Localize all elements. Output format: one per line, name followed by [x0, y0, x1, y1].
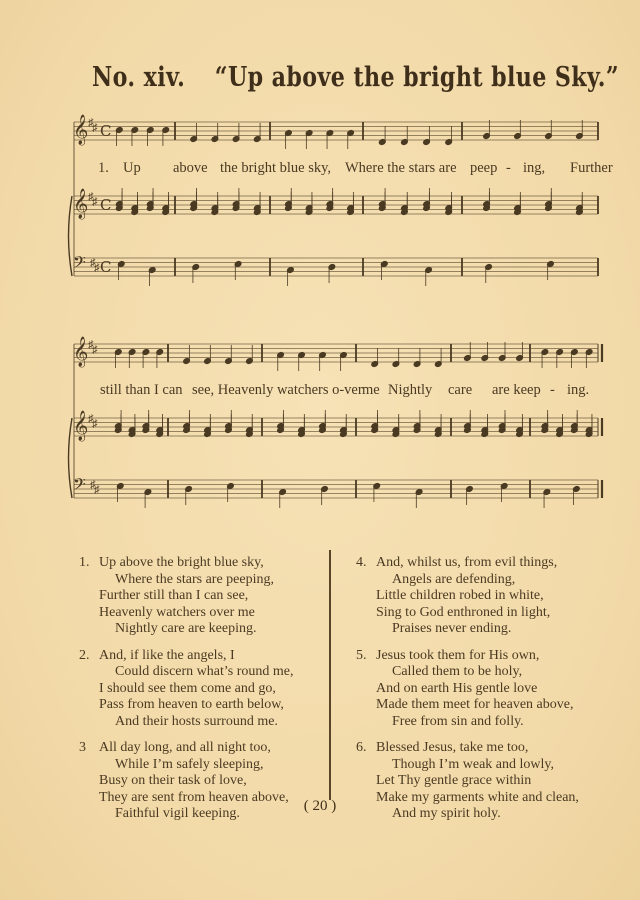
verse-text: Up above the bright blue sky, [99, 555, 264, 570]
verse-text: Free from sin and folly. [392, 713, 524, 729]
hymn-title-text: “Up above the bright blue Sky.” [214, 62, 620, 93]
verse-line [356, 605, 579, 622]
verse-number: 5. [356, 647, 367, 663]
verses-section [0, 555, 640, 821]
verse-text: Further still than I can see, [99, 588, 249, 603]
verse-text: Nightly care are keeping. [115, 621, 257, 636]
verse-text: Angels are defending, [392, 571, 516, 587]
lyric-syllable: Up [123, 160, 141, 176]
verses-left-column [79, 555, 293, 833]
verse-text: Blessed Jesus, take me too, [376, 740, 529, 755]
svg-text:♯: ♯ [88, 191, 94, 203]
verse-text: Made them meet for heaven above, [376, 697, 574, 712]
verse-text: Let Thy gentle grace within [376, 773, 532, 788]
verse-line [356, 664, 579, 681]
lyric-syllable: Nightly [388, 382, 433, 398]
lyric-syllable: me [362, 382, 380, 398]
verse-line [79, 621, 293, 638]
verse-text: I should see them come and go, [99, 680, 276, 696]
svg-text:𝄢: 𝄢 [73, 474, 86, 498]
verse-text: Where the stars are peeping, [115, 571, 274, 587]
svg-text:♯: ♯ [88, 339, 94, 351]
verse-text: Praises never ending. [392, 621, 512, 636]
verse-text: Faithful vigil keeping. [115, 806, 240, 821]
verse-text: And their hosts surround me. [115, 713, 278, 729]
verse-line [79, 555, 293, 572]
verse-text: And my spirit holy. [392, 806, 501, 821]
verse-text: While I’m safely sleeping, [115, 756, 264, 772]
verse-number: 2. [79, 647, 90, 663]
lyric-syllable: above [173, 160, 208, 176]
verse-line [356, 757, 579, 774]
verse-text: Heavenly watchers over me [99, 604, 255, 620]
lyric-syllable: still than I can [100, 382, 183, 398]
verse-text: Jesus took them for His own, [376, 647, 540, 663]
verse-line [356, 714, 579, 731]
verse-number: 4. [356, 555, 367, 570]
verse-stanza [79, 648, 293, 731]
verse-line [79, 697, 293, 714]
verse-text: Could discern what’s round me, [115, 664, 294, 679]
lyric-syllable: ing, [523, 160, 546, 176]
lyric-syllable: see, Heavenly watchers o-ver [192, 382, 363, 398]
verse-line [356, 806, 579, 823]
verses-right-column [356, 555, 579, 833]
verse-stanza [356, 740, 579, 823]
verse-text: Sing to God enthroned in light, [376, 604, 551, 620]
verse-text: Though I’m weak and lowly, [392, 756, 554, 772]
svg-text:𝄞: 𝄞 [73, 337, 89, 367]
verse-text: All day long, and all night too, [99, 740, 271, 755]
verse-text: And, if like the angels, I [99, 647, 235, 663]
verse-line [356, 740, 579, 757]
lyrics-line-2 [70, 382, 610, 402]
verse-line [79, 664, 293, 681]
verse-line [356, 588, 579, 605]
verse-text: Pass from heaven to earth below, [99, 697, 284, 712]
verse-line [79, 588, 293, 605]
verse-number: 1. [79, 555, 90, 570]
lyric-syllable: - [506, 160, 511, 176]
verse-line [356, 790, 579, 807]
lyric-syllable: the bright blue sky, [220, 160, 332, 176]
svg-text:C: C [100, 122, 112, 140]
verse-number: 6. [356, 740, 367, 755]
verse-line [79, 790, 293, 807]
svg-text:𝄞: 𝄞 [73, 411, 89, 441]
svg-text:♯: ♯ [92, 196, 98, 208]
verse-text: Make my garments white and clean, [376, 789, 579, 805]
svg-text:C: C [100, 196, 112, 214]
lyric-syllable: care [448, 382, 473, 398]
verse-text: Little children robed in white, [376, 588, 544, 603]
music-system-1 [70, 115, 613, 318]
verse-stanza [79, 555, 293, 638]
lyric-syllable: are keep [492, 382, 541, 398]
lyric-syllable: Further [570, 160, 613, 176]
verse-text: And, whilst us, from evil things, [376, 555, 558, 570]
verse-line [79, 773, 293, 790]
verse-line [356, 681, 579, 698]
page-number: ( 20 ) [303, 798, 337, 814]
svg-text:𝄢: 𝄢 [73, 252, 86, 276]
svg-text:♯: ♯ [92, 344, 98, 356]
verse-line [79, 740, 293, 757]
verse-line [79, 681, 293, 698]
lyric-syllable: ing. [567, 382, 590, 398]
lyric-syllable: 1. [98, 160, 109, 176]
sheet-music-staves [70, 115, 610, 318]
svg-text:♯: ♯ [92, 122, 98, 134]
lyric-syllable: - [550, 382, 555, 398]
verse-line [79, 572, 293, 589]
svg-text:♯: ♯ [88, 413, 94, 425]
svg-text:♯: ♯ [90, 257, 96, 269]
verse-text: Busy on their task of love, [99, 773, 247, 788]
verse-line [79, 605, 293, 622]
svg-text:♯: ♯ [94, 484, 100, 496]
verse-line [79, 714, 293, 731]
verse-text: They are sent from heaven above, [99, 789, 289, 805]
verse-line [356, 773, 579, 790]
verse-line [356, 555, 579, 572]
verse-line [356, 648, 579, 665]
verse-line [356, 621, 579, 638]
svg-text:𝄞: 𝄞 [73, 189, 89, 219]
verse-stanza [79, 740, 293, 823]
lyric-syllable: peep [470, 160, 498, 176]
verse-text: And on earth His gentle love [376, 680, 538, 696]
verse-stanza [356, 555, 579, 638]
lyrics-line-1 [70, 160, 613, 180]
verse-stanza [356, 648, 579, 731]
verse-line [79, 806, 293, 823]
svg-text:♯: ♯ [92, 418, 98, 430]
verse-number: 3 [79, 740, 86, 755]
music-system-2 [70, 337, 610, 540]
svg-text:𝄞: 𝄞 [73, 115, 89, 145]
svg-text:♯: ♯ [94, 262, 100, 274]
verse-text: Called them to be holy, [392, 664, 523, 679]
lyric-syllable: Where the stars are [345, 160, 457, 176]
verse-line [356, 572, 579, 589]
verse-line [356, 697, 579, 714]
svg-text:♯: ♯ [90, 479, 96, 491]
svg-text:C: C [100, 258, 112, 276]
hymn-title [92, 62, 620, 93]
hymn-number: No. xiv. [92, 62, 186, 93]
sheet-music-staves [70, 337, 610, 540]
verse-line [79, 648, 293, 665]
svg-text:♯: ♯ [88, 117, 94, 129]
verse-line [79, 757, 293, 774]
